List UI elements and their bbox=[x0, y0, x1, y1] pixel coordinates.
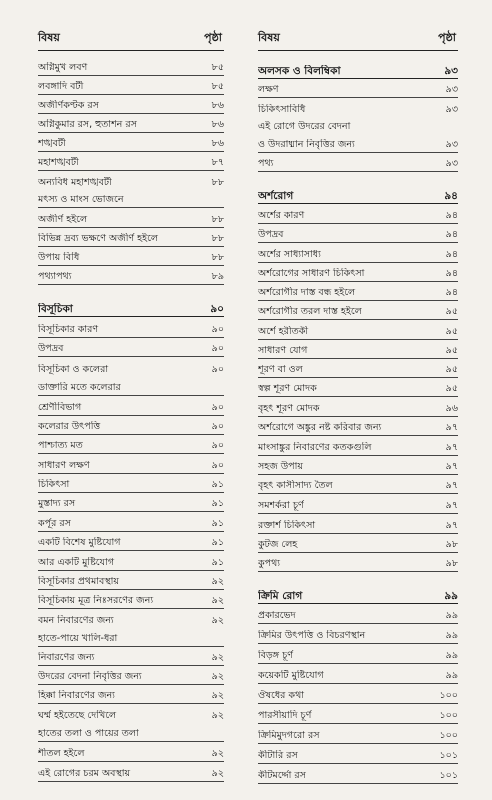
index-entry bbox=[258, 378, 458, 397]
entry-title: লবঙ্গাদি বটী bbox=[38, 81, 84, 92]
index-entry bbox=[38, 609, 224, 628]
index-entry bbox=[258, 604, 458, 624]
entry-title: মহাশঙ্খবটী bbox=[38, 157, 79, 168]
entry-title: রক্তার্শ চিকিৎসা bbox=[258, 520, 316, 531]
index-entry bbox=[258, 359, 458, 378]
entry-page: ১০১ bbox=[439, 750, 458, 761]
section-heading bbox=[258, 182, 458, 204]
entry-page: ৯৫ bbox=[445, 383, 458, 394]
entry-page: ৯০ bbox=[211, 421, 224, 432]
entry-title: অর্শরোগ bbox=[258, 190, 294, 202]
entry-page: ৯০ bbox=[210, 303, 224, 315]
left-column bbox=[38, 30, 224, 782]
entry-title: ক্রিমি রোগ bbox=[258, 590, 303, 602]
entry-title: বিসূচিকায় মূত্র নিঃসরণের জন্য bbox=[38, 595, 154, 606]
entry-title: শূরণ বা ওল bbox=[258, 364, 303, 375]
entry-page: ৯১ bbox=[211, 479, 224, 490]
entry-page: ৯২ bbox=[211, 615, 224, 626]
entry-page: ৯২ bbox=[211, 690, 224, 701]
index-entry bbox=[38, 666, 224, 685]
entry-page: ৮৮ bbox=[211, 233, 224, 244]
index-entry bbox=[38, 171, 224, 190]
entry-page: ৮৮ bbox=[211, 214, 224, 225]
index-entry bbox=[258, 153, 458, 172]
entry-page: ৯০ bbox=[211, 324, 224, 335]
entry-page: ৮৮ bbox=[211, 252, 224, 263]
index-entry bbox=[38, 416, 224, 435]
entry-page: ৯৫ bbox=[445, 306, 458, 317]
entry-page: ৯১ bbox=[211, 498, 224, 509]
entry-title: অজীর্ণকণ্টক রস bbox=[38, 100, 99, 111]
entry-title: অন্যবিধ মহাশঙ্খবটী bbox=[38, 177, 112, 188]
entry-title: কীটমর্দ্দো রস bbox=[258, 770, 306, 781]
entry-title: শীতল হইলে bbox=[38, 748, 85, 759]
index-entry bbox=[258, 204, 458, 224]
index-entry bbox=[38, 247, 224, 266]
entry-title: সমশর্করা চূর্ণ bbox=[258, 500, 304, 511]
entry-title: আর একটি মুষ্টিযোগ bbox=[38, 557, 115, 568]
entry-page: ৯৩ bbox=[445, 104, 458, 115]
index-entry bbox=[38, 317, 224, 338]
entry-page: ৮৯ bbox=[211, 271, 224, 282]
entry-title: উদরের বেদনা নিবৃত্তির জন্য bbox=[38, 671, 142, 682]
entry-page: ৯৭ bbox=[445, 461, 458, 472]
entry-title: সহজ উপায় bbox=[258, 461, 303, 472]
entry-title: বিভিন্ন দ্রব্য ভক্ষণে অজীর্ণ হইলে bbox=[38, 233, 159, 244]
entry-page: ৯৯ bbox=[445, 610, 458, 621]
index-entry bbox=[38, 76, 224, 95]
index-entry bbox=[258, 514, 458, 534]
entry-title: উপদ্রব bbox=[258, 229, 284, 240]
entry-page: ৯২ bbox=[211, 768, 224, 779]
entry-title: বৃহৎ কাসীসাদ্য তৈল bbox=[258, 480, 333, 491]
index-entry bbox=[258, 340, 458, 359]
entry-title: উপদ্রব bbox=[38, 343, 64, 354]
index-entry bbox=[38, 590, 224, 609]
index-entry bbox=[38, 396, 224, 416]
index-entry bbox=[258, 117, 458, 134]
entry-title: বিড়ঙ্গ চূর্ণ bbox=[258, 650, 293, 661]
index-entry bbox=[38, 532, 224, 551]
entry-page: ৯৪ bbox=[445, 268, 458, 279]
entry-title: হিক্কা নিবারণের জন্য bbox=[38, 690, 115, 701]
entry-page: ৯২ bbox=[211, 652, 224, 663]
entry-page: ৮৮ bbox=[211, 177, 224, 188]
index-entry bbox=[258, 456, 458, 475]
index-entry bbox=[38, 338, 224, 357]
entry-page: ৯৭ bbox=[445, 442, 458, 453]
entry-title: এই রোগের চরম অবস্থায় bbox=[38, 768, 131, 779]
index-entry bbox=[258, 684, 458, 704]
entry-page: ৯৭ bbox=[445, 500, 458, 511]
entry-page: ৯৯ bbox=[445, 650, 458, 661]
entry-title: হাতে-পায়ে খালি-ধরা bbox=[38, 633, 118, 644]
entry-title: একটি বিশেষ মুষ্টিযোগ bbox=[38, 537, 121, 548]
entry-page: ৯৭ bbox=[445, 480, 458, 491]
index-entry bbox=[258, 79, 458, 98]
index-entry bbox=[38, 742, 224, 762]
section-heading bbox=[38, 295, 224, 317]
entry-title: স্বল্প শূরণ মোদক bbox=[258, 383, 317, 394]
entry-page: ১০০ bbox=[439, 730, 458, 741]
entry-title: বিসূচিকার কারণ bbox=[38, 324, 99, 335]
entry-title: কলেরার উৎপত্তি bbox=[38, 421, 101, 432]
index-entry bbox=[38, 704, 224, 723]
entry-page: ৯৪ bbox=[445, 287, 458, 298]
entry-title: পাশ্চাত্য মত bbox=[38, 440, 83, 451]
index-entry bbox=[38, 628, 224, 647]
entry-title: অলসক ও বিলম্বিকা bbox=[258, 65, 341, 77]
index-entry bbox=[258, 243, 458, 263]
subject-heading: বিষয় bbox=[38, 31, 60, 44]
index-entry bbox=[258, 134, 458, 153]
index-entry bbox=[258, 224, 458, 243]
index-entry bbox=[38, 723, 224, 742]
section-gap bbox=[258, 172, 458, 182]
entry-page: ৯১ bbox=[211, 518, 224, 529]
index-entry bbox=[258, 417, 458, 436]
index-entry bbox=[38, 95, 224, 114]
entry-title: অর্শরোগীর দাস্ত বন্ধ হইলে bbox=[258, 287, 356, 298]
index-entry bbox=[38, 208, 224, 228]
index-entry bbox=[38, 152, 224, 171]
entry-page: ৯৪ bbox=[445, 210, 458, 221]
entry-page: ১০০ bbox=[439, 690, 458, 701]
entry-page: ৯১ bbox=[211, 537, 224, 548]
entry-title: কীটারি রস bbox=[258, 750, 298, 761]
entry-page: ৯৫ bbox=[445, 345, 458, 356]
entry-page: ৯৩ bbox=[445, 139, 458, 150]
index-entry bbox=[38, 133, 224, 152]
entry-title: বিসূচিকা bbox=[38, 303, 73, 315]
entry-title: চিকিৎসা bbox=[38, 479, 70, 490]
entry-page: ৮৬ bbox=[211, 119, 224, 130]
index-entry bbox=[38, 57, 224, 76]
entry-title: ঘর্ম্ম হইতেছে দেখিলে bbox=[38, 710, 117, 721]
entry-title: শ্রেণীবিভাগ bbox=[38, 402, 82, 413]
entry-title: ও উদরাধ্মান নিবৃত্তির জন্য bbox=[258, 139, 355, 150]
right-column-header bbox=[258, 30, 458, 51]
right-entries bbox=[258, 57, 458, 784]
index-entry bbox=[258, 263, 458, 282]
index-entry bbox=[38, 512, 224, 532]
entry-title: ক্রিমিমুদগরো রস bbox=[258, 730, 320, 741]
index-entry bbox=[258, 98, 458, 117]
entry-title: অর্শের কারণ bbox=[258, 210, 305, 221]
entry-page: ৮৬ bbox=[211, 138, 224, 149]
entry-title: সাধারণ যোগ bbox=[258, 345, 308, 356]
entry-page: ৯২ bbox=[211, 576, 224, 587]
entry-page: ৯০ bbox=[211, 402, 224, 413]
index-entry bbox=[38, 114, 224, 133]
left-entries bbox=[38, 57, 224, 782]
entry-title: অর্শরোগীর তরল দাস্ত হইলে bbox=[258, 306, 362, 317]
index-entry bbox=[258, 320, 458, 340]
entry-title: ঔষধের কথা bbox=[258, 690, 304, 701]
entry-page: ৮৬ bbox=[211, 100, 224, 111]
index-entry bbox=[258, 534, 458, 553]
entry-title: লক্ষণ bbox=[258, 84, 279, 95]
entry-page: ৯২ bbox=[211, 671, 224, 682]
index-entry bbox=[38, 454, 224, 474]
entry-title: বিসূচিকার প্রথমাবস্থায় bbox=[38, 576, 119, 587]
index-entry bbox=[38, 474, 224, 493]
index-entry bbox=[38, 571, 224, 590]
entry-page: ৯১ bbox=[211, 557, 224, 568]
section-heading bbox=[258, 57, 458, 79]
entry-title: কর্পূর রস bbox=[38, 518, 71, 529]
entry-page: ৯৭ bbox=[445, 520, 458, 531]
subject-heading: বিষয় bbox=[258, 31, 280, 44]
entry-page: ৯৩ bbox=[445, 84, 458, 95]
page-heading: পৃষ্ঠা bbox=[438, 31, 456, 44]
index-entry bbox=[258, 644, 458, 664]
entry-title: অর্শরোগে অঙ্কুর নষ্ট করিবার জন্য bbox=[258, 422, 382, 433]
entry-page: ৯০ bbox=[211, 460, 224, 471]
index-entry bbox=[258, 553, 458, 572]
index-entry bbox=[258, 624, 458, 644]
entry-page: ৯২ bbox=[211, 710, 224, 721]
index-entry bbox=[38, 377, 224, 396]
entry-page: ৯৪ bbox=[444, 190, 458, 202]
entry-title: অর্শরোগের সাধারণ চিকিৎসা bbox=[258, 268, 365, 279]
entry-title: নিবারণের জন্য bbox=[38, 652, 95, 663]
entry-page: ৯২ bbox=[211, 748, 224, 759]
entry-title: বৃহৎ শূরণ মোদক bbox=[258, 403, 320, 414]
entry-title: অর্শে হরীতকী bbox=[258, 326, 309, 337]
entry-title: অগ্নিকুমার রস, হুতাশন রস bbox=[38, 119, 137, 130]
entry-title: পারসীয়াদি চূর্ণ bbox=[258, 710, 312, 721]
entry-page: ৯৩ bbox=[445, 158, 458, 169]
entry-page: ৯৬ bbox=[445, 403, 458, 414]
entry-title: পথ্যাপথ্য bbox=[38, 271, 72, 282]
right-column bbox=[258, 30, 458, 784]
entry-title: অর্শের সাধ্যাসাধ্য bbox=[258, 249, 321, 260]
entry-page: ৯৮ bbox=[445, 558, 458, 569]
entry-title: মাংসাঙ্কুর নিবারণের কতকগুলি bbox=[258, 442, 372, 453]
index-entry bbox=[38, 357, 224, 377]
entry-title: উপায় বিধি bbox=[38, 252, 80, 263]
index-entry bbox=[258, 724, 458, 744]
index-entry bbox=[38, 762, 224, 782]
section-gap bbox=[258, 572, 458, 582]
entry-page: ৯৪ bbox=[445, 249, 458, 260]
entry-page: ৯৯ bbox=[445, 630, 458, 641]
index-entry bbox=[258, 436, 458, 456]
entry-title: প্রকারভেদ bbox=[258, 610, 296, 621]
index-entry bbox=[38, 228, 224, 247]
entry-title: ক্রিমির উৎপত্তি ও বিচরণস্থান bbox=[258, 630, 366, 641]
index-entry bbox=[258, 704, 458, 724]
entry-title: বমন নিবারণের জন্য bbox=[38, 615, 114, 626]
entry-page: ৯৫ bbox=[445, 364, 458, 375]
index-entry bbox=[258, 282, 458, 301]
entry-title: শঙ্খবটী bbox=[38, 138, 66, 149]
entry-page: ৯০ bbox=[211, 343, 224, 354]
entry-title: কয়েকটি মুষ্টিযোগ bbox=[258, 670, 324, 681]
entry-page: ১০০ bbox=[439, 710, 458, 721]
entry-title: ডাক্তারি মতে কলেরার bbox=[38, 382, 121, 393]
index-entry bbox=[38, 685, 224, 704]
section-heading bbox=[258, 582, 458, 604]
page-heading: পৃষ্ঠা bbox=[204, 31, 222, 44]
entry-title: অজীর্ণ হইলে bbox=[38, 214, 88, 225]
entry-title: মৎস্য ও মাংস ভোজনে bbox=[38, 194, 124, 205]
entry-page: ৯৫ bbox=[445, 326, 458, 337]
entry-page: ৯৪ bbox=[445, 229, 458, 240]
entry-page: ১০১ bbox=[439, 770, 458, 781]
entry-title: মুস্তাদ্য রস bbox=[38, 498, 76, 509]
entry-title: কুটজ লেহ bbox=[258, 539, 298, 550]
entry-title: হাতের তলা ও পায়ের তলা bbox=[38, 728, 139, 739]
entry-title: এই রোগে উদরের বেদনা bbox=[258, 121, 351, 132]
entry-page: ৮৫ bbox=[211, 81, 224, 92]
left-column-header bbox=[38, 30, 224, 51]
entry-page: ৯০ bbox=[211, 364, 224, 375]
index-entry bbox=[258, 764, 458, 784]
index-entry bbox=[258, 744, 458, 764]
index-entry bbox=[38, 266, 224, 285]
entry-page: ৯০ bbox=[211, 440, 224, 451]
entry-page: ৯৭ bbox=[445, 422, 458, 433]
index-entry bbox=[38, 647, 224, 666]
entry-title: কুপথ্য bbox=[258, 558, 281, 569]
entry-page: ৯২ bbox=[211, 595, 224, 606]
entry-title: সাধারণ লক্ষণ bbox=[38, 460, 90, 471]
entry-page: ৯৮ bbox=[445, 539, 458, 550]
index-entry bbox=[258, 475, 458, 494]
entry-page: ৯৩ bbox=[444, 65, 458, 77]
index-entry bbox=[258, 397, 458, 417]
index-entry bbox=[38, 190, 224, 208]
entry-title: চিকিৎসাবিধি bbox=[258, 104, 306, 115]
index-entry bbox=[258, 664, 458, 684]
entry-page: ৮৭ bbox=[211, 157, 224, 168]
entry-title: বিসূচিকা ও কলেরা bbox=[38, 364, 109, 375]
section-gap bbox=[38, 285, 224, 295]
index-entry bbox=[258, 494, 458, 514]
entry-title: অগ্নিমুখ লবণ bbox=[38, 62, 88, 73]
index-entry bbox=[258, 301, 458, 320]
entry-page: ৮৫ bbox=[211, 62, 224, 73]
index-entry bbox=[38, 493, 224, 512]
entry-page: ৯৯ bbox=[444, 590, 458, 602]
index-entry bbox=[38, 551, 224, 571]
entry-title: পথ্য bbox=[258, 158, 274, 169]
entry-page: ৯৯ bbox=[445, 670, 458, 681]
index-entry bbox=[38, 435, 224, 454]
